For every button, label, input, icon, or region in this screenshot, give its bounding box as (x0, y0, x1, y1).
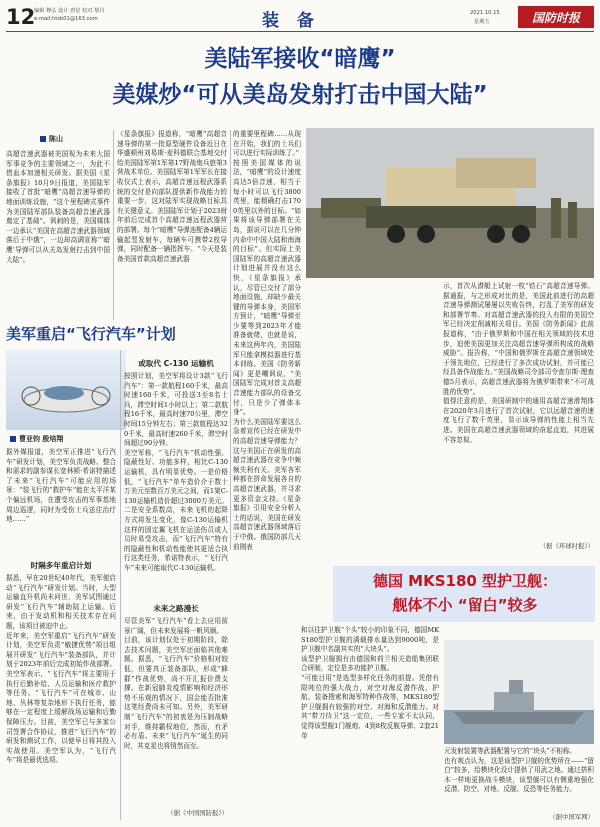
byline-icon (40, 136, 46, 142)
newspaper-logo: 国防时报 (518, 6, 594, 28)
main-col-3: 的重要里程碑……从现在开始，我们的士兵们可以进行实际训练了。” 按照美国媒体的说法，“暗鹰”的设计速度高达5倍音速，相当于每小时可以飞行3800英里，能精确打击1700英里以外的目标。“如果将该导弹部署在关岛，据说可以在几分钟内命中中国大陆和南海的目标”。但实际上美国陆军的高超音速武器计划进展并没有这么快，《星条旗报》承认，尽管已交付了部分地面设施，却缺少最关键的导弹本身，美国军方预计，“暗鹰”导弹至少要等到2023年才能准备就绪，也就是说，未来这两年内，美国陆军只能拿模拟器进行基本训练。美国《防务新闻》更是嘲讽说，“美国陆军完成对首支高超音速能力部队的设备交付，只是少了弹体本身”。 为什么美国陆军要这么急着宣传已经在研发中的高超音速导弹能力？这与美国正在研发的高超音速武器在竞争中频频失利有关。美军各军种都在拼命发展各自的高超音速武器，并寻求更多资金支持。《星条旗报》引用安全分析人士的话说，美国在研发高超音速武器领域落后于中俄。俄国防部几天前刚表 (233, 130, 301, 551)
flying-car-sub2-text: 按照计划，美空军将设计3款“飞行汽车”：第一款航程160千米，最高时速160千米，可投送3至8名士兵，滞空时间1小时以上；第二款航程16千米，最高时速70公里，滞空时间15分钟左右；第三款航程达320千米，最高时速260千米，滞空时间超过90分钟。 美空军称，“飞行汽车”机动性强、隐蔽性好、功能多样，相比C-130运输机，具有明显优势。一是价格低，“飞行汽车”单车造价介于数十万美元至数百万美元之间，而1架C-130运输机造价超过3000万美元。二是安全系数高，未来飞机的起降方式将发生变化，像C-130运输机这样的固定翼飞机在运送伤员或人员时易受攻击，而“飞行汽车”特有的隐蔽性和机动性能使其更适合执行这类任务，希诺特表示，“飞行汽车”未来可能取代C-130运输机。 (124, 372, 228, 572)
issue-weekday: 星期五 (474, 19, 490, 25)
truck-image (306, 128, 594, 278)
main-title-line-2: 美媒炒“可从美岛发射打击中国大陆” (112, 82, 488, 108)
divider (113, 130, 114, 320)
ship-title-line-1: 德国 MKS180 型护卫舰： (372, 572, 558, 590)
divider (120, 350, 121, 820)
flying-car-subhead-1: 时隔多年重启计划 (30, 561, 92, 570)
frigate-photo (444, 640, 594, 744)
main-source: （据《环球时报》） (539, 542, 594, 550)
flying-car-title: 美军重启“飞行汽车”计划 (6, 325, 176, 343)
flying-car-intro: 据外媒报道，美空军正推进“飞行汽车”研发计划，美空军负责战略、整合和需求的副参谋长宽林顿·希诺特描述了未来“飞行汽车”可能应用的场景：“装飞行的”救护车“能在太平洋某个偏远机场，在遭受攻击的军事基地周边巡逻，同时为受伤士兵送往治疗地……” (6, 448, 116, 524)
flying-car-sub3-text: 尽管美军“飞行汽车”看上去应用前景广阔，但未来发展将一帆风顺。 目前，该计划仅处于初期阶段，除去技术问题，美空军还面临其他难题。据悉，“飞行汽车”价格相对较低，但要真正装备部队，形成“蜂群”作战优势，尚不开汇报价费支撑。在新冠肺炎疫情影响和经济形势不乐观的情况下，国会能否批准这笔经费尚未可知。另外，美军研制“飞行汽车”的初衷是为压制战略对手，维持霸权地位，然而，有矛必有盾。未来“飞行汽车”诞生的同时，其克星也将悄然而至。 (124, 617, 228, 750)
flying-car-photo (6, 350, 126, 430)
page-number: 12 (6, 5, 36, 29)
main-author: 陈山 (49, 135, 63, 143)
flying-car-subhead-2: 或取代 C-130 运输机 (138, 359, 214, 368)
main-col-2: 《星条旗报》报道称，“暗鹰”高超音速导弹的第一批原型硬件设备近日在华盛顿州刘易斯·麦科德联合基地交付给美国陆军第1军第17野战炮兵旅第3营战术单位。美国陆军第1军军长在接收仪式上表示，高超音速远程武器系统的交付是向部队提供新作战能力的重要一步，这对陆军实现战略目标具有关键意义。美国陆军计划于2023财年前后完成首个高超音速远程武器营的部署。每个“暗鹰”导弹连配备4辆运输起竖发射车，每辆车可携带2枚导弹，同时配备一辆指挥车。“今天是装备美国首款高超音速武器 (117, 130, 227, 263)
editor-info: 编辑 穆弘 设计 唐星 校对 梨丹 (34, 8, 105, 14)
issue-date: 2021.10.15 (470, 10, 500, 16)
byline-icon (10, 436, 16, 442)
main-col-3-cont (233, 298, 377, 440)
main-title-line-1: 美陆军接收“暗鹰” (204, 46, 396, 72)
missile-truck-photo (306, 128, 594, 278)
ship-col-2: 元发射装置等武器配置与它的“块头”不相称。 也有观点认为，这是该型护卫舰的优势所在——“留白”较多，给模块化设计提供了用武之地。通过搭积木一样地更换战斗模块，该型舰可以有侧重地强化反潜、防空、对地、反舰、反恐等任务能力。 (444, 747, 594, 794)
divider (230, 130, 231, 550)
main-col-1: 高超音速武器被美国视为未来大国军事竞争的主要领域之一，为此不惜血本加速相关研发。据美国《星条旗报》10月9日报道，美国陆军接收了首批“暗鹰”高超音速导弹的地面训练设施，“这个里程碑式事件为美国陆军部队装备高超音速武器奠定了基础”。讽刺的是，美国媒体一边承认“美国在高超音速武器领域落后于中俄”，一边却高调宣称“‘暗鹰’导弹可以从关岛发射打击到中国大陆”。 (6, 150, 110, 264)
flying-car-authors: 曹亚钧 殷培翔 (19, 435, 64, 443)
email-info: e-mail:htsb01@163.com (34, 16, 98, 22)
flying-car-subhead-3: 未来之路漫长 (153, 604, 199, 613)
flying-car-source: （据《中国国防报》） (167, 809, 228, 817)
main-byline (40, 134, 63, 144)
ship-title-line-2: 舰体不小 “留白”较多 (392, 596, 538, 614)
ship-source: （据中国军网） (549, 813, 594, 821)
flying-car-image (6, 350, 126, 430)
flying-car-sub1-text: 据悉，早在20世纪40年代，美军便启动“飞行汽车”研发计划。当时，大型运输直升机尚未问世，美军试图通过研发“飞行汽车”辅助陆上运输。后来，由于发动机和相关技术存在问题，该项目被迫中止。 近年来，美空军重启“飞行汽车”研发计划，美空军负责“敏捷优势”项目组展开研发“飞行汽车”装备部队，并计划于2023年前后完成初始作战部署。美空军表示，“飞行汽车”将主要用于执行后勤补给、人员运输和医疗救护等任务。“飞行汽车”可在城市、山地、丛林等复杂地形下执行任务，能够在一定程度上缓解战场运输和后勤保障压力。目前，美空军已与多家公司签署合作协议，推进“飞行汽车”的研发和测试工作，以便早日将其投入实战使用。美空军认为，“飞行汽车”将是最优选项。 (6, 574, 116, 765)
main-col-4: 示，首次从潜艇上试射一枚“锆石”高超音速导弹。据通报，与之形成对比的是，美国此前进行的高超音速导弹测试屡屡以失败告终，打乱了美军的研发和部署节奏。对高超音速武器的投入有限的美国空军已经决定削减相关项目。美国《防务新闻》此前报道称，“由于俄罗斯和中国在相关领域的技术进步，迫使美国更加关注高超音速导弹所构成的战略威胁”。报告称，“中国和俄罗斯在高超音速领域处于领先地位，已经进行了多次成功试射，并可能已经具备作战能力。”美国战略司令部司令查尔斯·理查德5月表示，高超音速武器将为俄罗斯带来“不可战胜的优势”。 值得注意的是，美国研制中的通用高超音速滑翔体在2020年3月进行了首次试射，它以远超音速的速度飞行了数千英里，显示该导弹的性能上相当先进。美国在高超音速武器领域的奋起直追，其进展不容忽视。 (443, 282, 594, 444)
flying-car-byline (10, 434, 63, 444)
frigate-image (444, 640, 594, 744)
header-rule (6, 31, 594, 32)
ship-col-1: 和以往护卫舰“个头”较小的印象不同，德国MKS180型护卫舰的满载排水量达到9000吨，是护卫舰中名副其实的“大块头”。 该型护卫舰拥有由德国和荷兰相关造船集团联合研制，定位是多功能护卫舰。 “可能目用”是选型多样化任务的前提。凭借有限吨位的强大战力，对空对海反潜作战、护航、装备搜索和海军特种作战等，MKS180型护卫舰拥有较强的对空、对海和反潜能力。对其“带刀待卫”这一定位，一些专家不太认同，觉得该型舰1门舰炮、4到8枚反舰导弹、2套21单 (301, 626, 439, 740)
section-title: 装 备 (262, 11, 320, 31)
